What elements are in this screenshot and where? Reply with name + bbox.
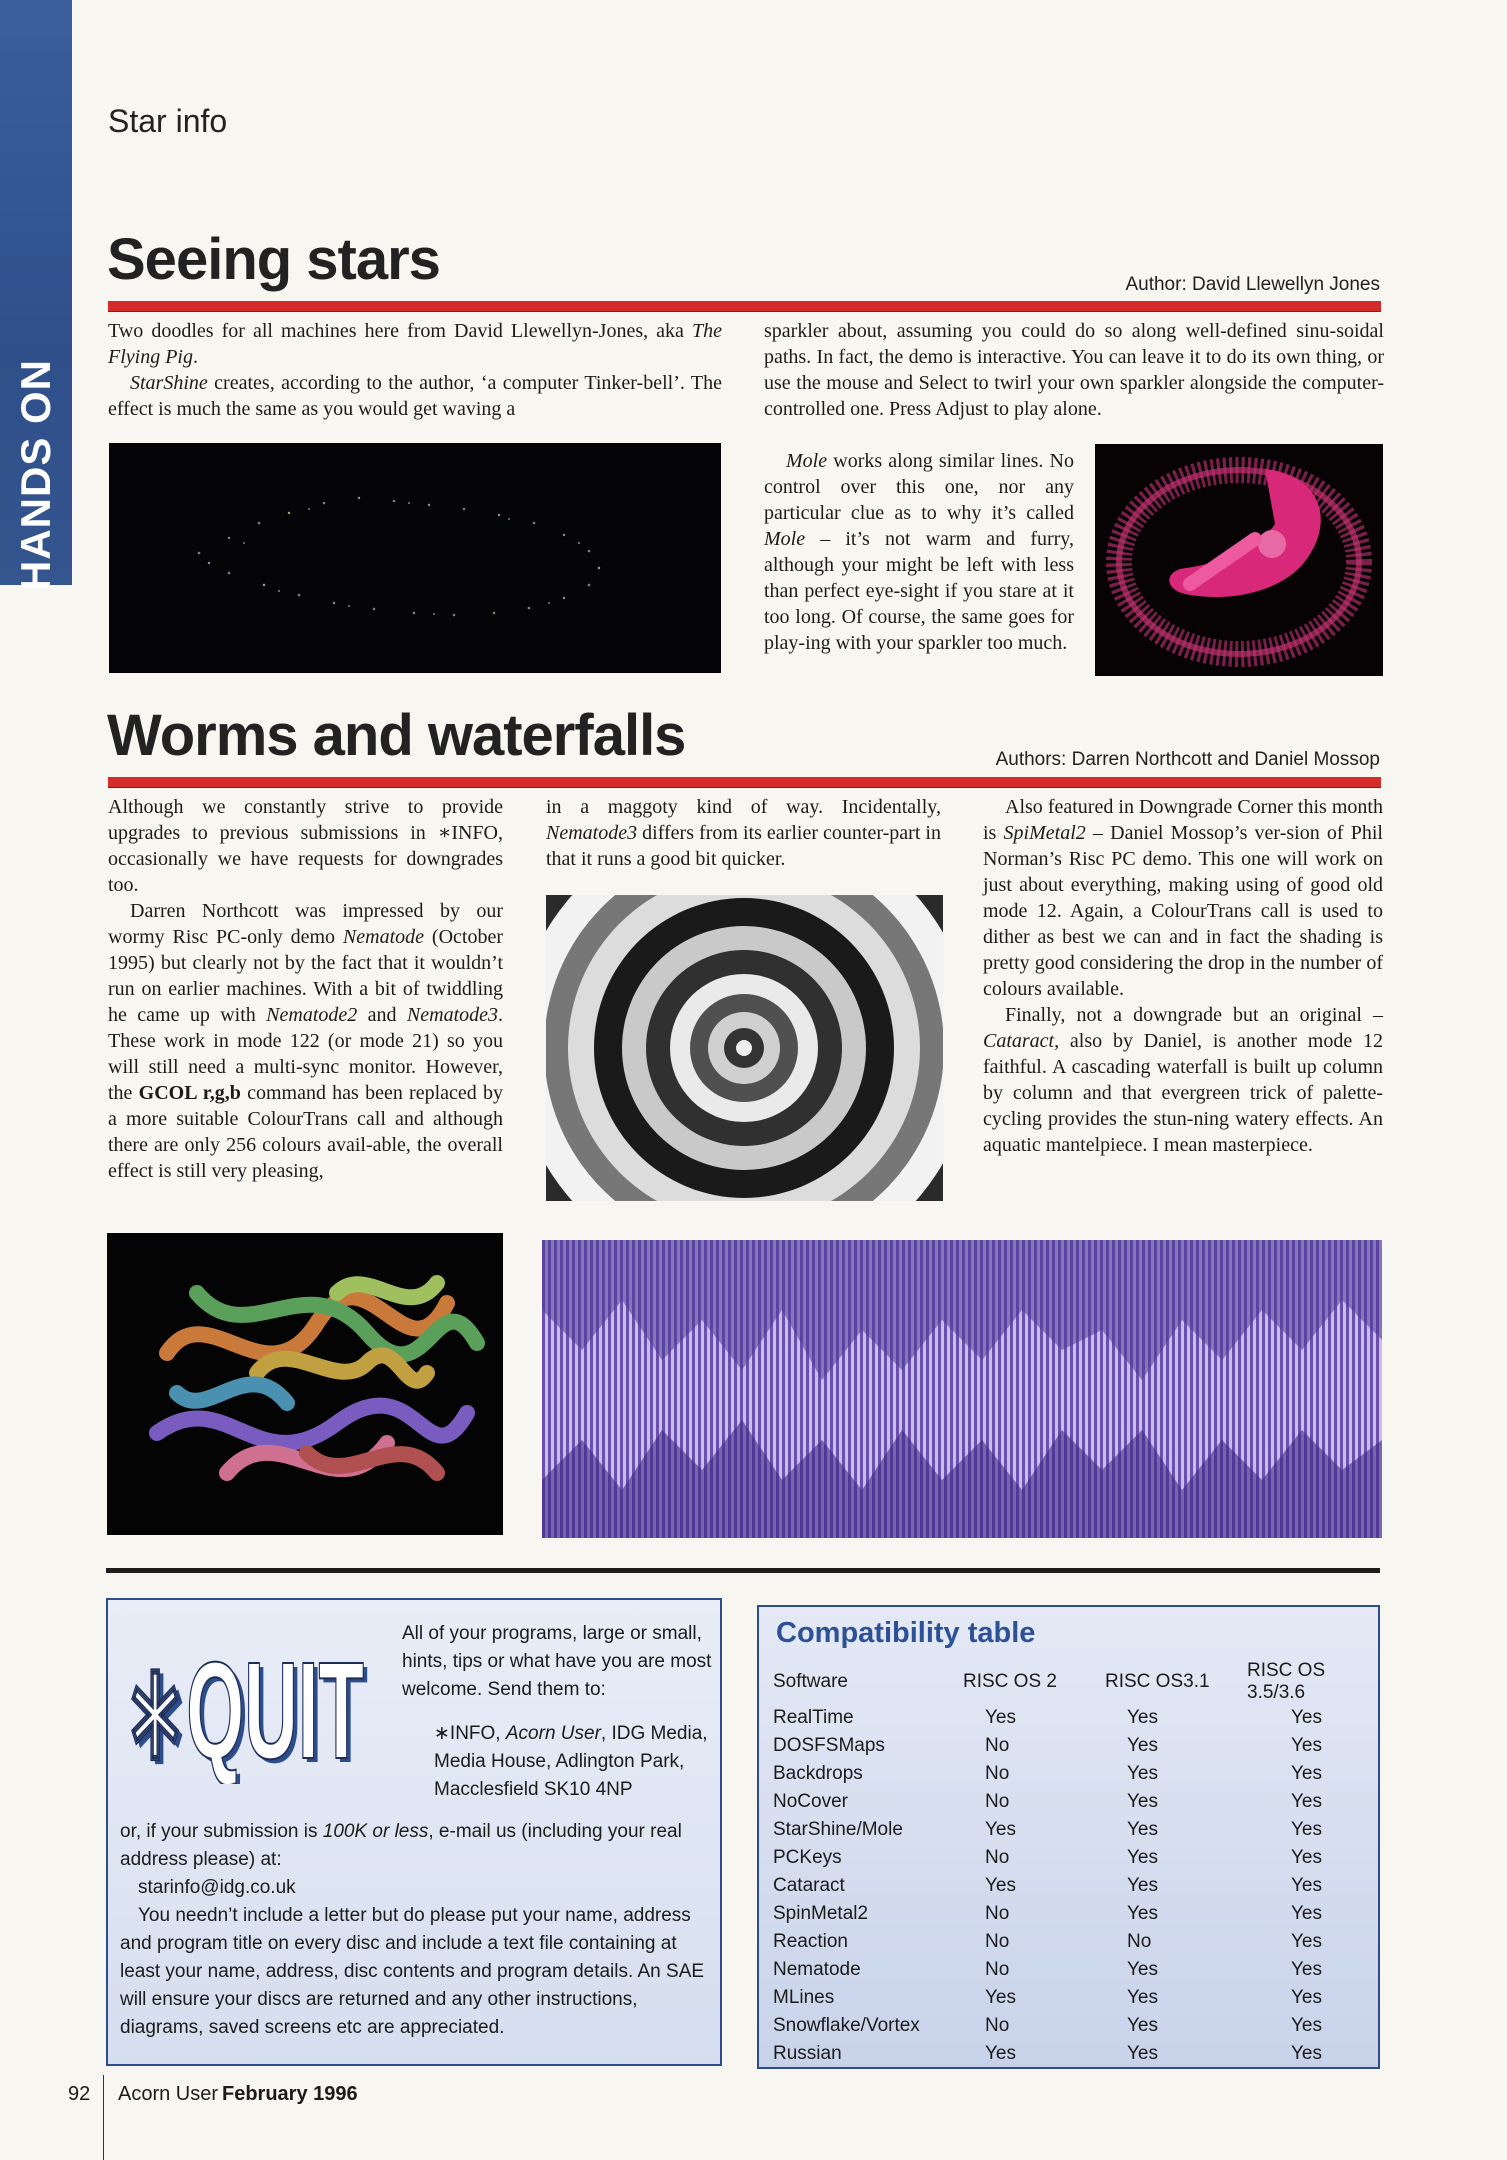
software-name-cell: DOSFSMaps (773, 1735, 885, 1756)
compatibility-cell: Yes (1127, 2043, 1158, 2064)
table-row (773, 1984, 1377, 2012)
software-name-cell: SpinMetal2 (773, 1903, 869, 1924)
compatibility-cell: Yes (1291, 1819, 1322, 1840)
compatibility-table-box (757, 1605, 1380, 2069)
table-row (773, 1872, 1377, 1900)
software-name-cell: Cataract (773, 1875, 845, 1896)
compatibility-cell: No (985, 1931, 1010, 1952)
spinmetal-rings-screenshot (546, 895, 943, 1201)
compatibility-cell: No (1127, 1931, 1152, 1952)
svg-text:∗QUIT: ∗QUIT (128, 1638, 368, 1784)
compatibility-cell: Yes (985, 1819, 1016, 1840)
compatibility-cell: Yes (1291, 1763, 1322, 1784)
starshine-screenshot (109, 443, 721, 673)
compatibility-cell: Yes (1127, 1735, 1158, 1756)
paragraph: Mole works along similar lines. No control over this one, nor any particular clue as to why it’s called Mole – it’s not warm and furry, although your might be left with less than perfect eye-sight if you stare at it too long. Of course, the same goes for play-ing with your sparkler too much. (764, 450, 1074, 654)
article-author: Author: David Llewellyn Jones (1125, 274, 1380, 295)
software-name-cell: Russian (773, 2043, 842, 2064)
compatibility-cell: Yes (1127, 1959, 1158, 1980)
quit-submission-box (106, 1598, 722, 2066)
compatibility-cell: Yes (985, 1875, 1016, 1896)
column-header: Software (773, 1671, 848, 1692)
software-name-cell: Snowflake/Vortex (773, 2015, 920, 2036)
mole-screenshot (1095, 444, 1383, 676)
article-title-worms-and-waterfalls: Worms and waterfalls (107, 703, 686, 768)
paragraph: StarShine creates, according to the author, ‘a computer Tinker-bell’. The effect is much the same as you would get waving a (108, 372, 722, 420)
compatibility-cell: Yes (985, 1707, 1016, 1728)
paragraph: or, if your submission is 100K or less, e-mail us (including your real address please) at: (120, 1821, 682, 1870)
magazine-name: Acorn User (118, 2083, 219, 2105)
column-header: RISC OS 3.5/3.6 (1247, 1660, 1326, 1703)
quit-logo (122, 1634, 374, 1784)
email-address[interactable]: starinfo@idg.co.uk (138, 1877, 296, 1898)
paragraph: Darren Northcott was impressed by our wormy Risc PC-only demo Nematode (October 1995) but clearly not by the fact that it wouldn’t run on earlier machines. With a bit of twiddling he came up with Nematode2 and Nematode3. These work in mode 122 (or mode 21) so you will still need a multi-sync monitor. However, the GCOL r,g,b command has been replaced by a more suitable ColourTrans call and although there are only 256 colours avail-able, the overall effect is still very pleasing, (108, 900, 503, 1182)
table-row (773, 2040, 1377, 2068)
compatibility-cell: No (985, 1903, 1010, 1924)
page-number: 92 (68, 2083, 91, 2105)
article-author: Authors: Darren Northcott and Daniel Mossop (995, 749, 1380, 770)
column-header: RISC OS3.1 (1105, 1671, 1210, 1692)
title-rule (108, 301, 1381, 312)
table-row (773, 1844, 1377, 1872)
compatibility-cell: Yes (985, 2043, 1016, 2064)
compatibility-cell: No (985, 2015, 1010, 2036)
side-tab-label: HANDS ON (12, 358, 59, 592)
article-column (764, 448, 1074, 656)
paragraph: Also featured in Downgrade Corner this month is SpiMetal2 – Daniel Mossop’s ver-sion of Phil Norman’s Risc PC demo. This one will work on just about everything, making using of good old mode 12. Again, a ColourTrans call is used to dither as best we can and in fact the shading is pretty good considering the drop in the number of colours available. (983, 796, 1383, 1000)
compatibility-cell: Yes (1291, 1987, 1322, 2008)
quit-intro-text: All of your programs, large or small, hints, tips or what have you are most welcome. Send them to: (402, 1623, 712, 1700)
postal-address: ∗INFO, Acorn User, IDG Media, Media House, Adlington Park, Macclesfield SK10 4NP (434, 1723, 708, 1800)
section-side-tab (0, 0, 72, 592)
compatibility-cell: Yes (1291, 2015, 1322, 2036)
compatibility-table (773, 1660, 1377, 2068)
compatibility-cell: Yes (1291, 1903, 1322, 1924)
compatibility-cell: Yes (1291, 1931, 1322, 1952)
nematode-worms-screenshot (107, 1233, 503, 1535)
paragraph: in a maggoty kind of way. Incidentally, Nematode3 differs from its earlier counter-part in that it runs a good bit quicker. (546, 796, 941, 870)
compatibility-cell: Yes (1291, 1707, 1322, 1728)
issue-date: February 1996 (222, 2083, 358, 2105)
paragraph: sparkler about, assuming you could do so along well-defined sinu-soidal paths. In fact, the demo is interactive. You can leave it to do its own thing, or use the mouse and Select to twirl your own sparkler alongside the computer-controlled one. Press Adjust to play alone. (764, 320, 1384, 420)
compatibility-cell: No (985, 1791, 1010, 1812)
paragraph: Finally, not a downgrade but an original – Cataract, also by Daniel, is another mode 12 faithful. A cascading waterfall is built up column by column and that evergreen trick of palette-cycling provides the stun-ning watery effects. An aquatic mantelpiece. I mean masterpiece. (983, 1004, 1383, 1156)
compatibility-cell: Yes (1127, 1987, 1158, 2008)
software-name-cell: Reaction (773, 1931, 848, 1952)
quit-instructions (120, 1818, 710, 2042)
compatibility-cell: Yes (985, 1987, 1016, 2008)
compatibility-cell: Yes (1127, 2015, 1158, 2036)
article-title-seeing-stars: Seeing stars (107, 227, 440, 292)
compatibility-cell: Yes (1291, 1875, 1322, 1896)
paragraph: You needn’t include a letter but do please put your name, address and program title on every disc and include a text file containing at least your name, address, disc contents and program details. An SAE will ensure your discs are returned and any other instructions, diagrams, saved screens etc are appreciated. (120, 1905, 705, 2038)
table-row (773, 1704, 1377, 1732)
paragraph: Although we constantly strive to provide upgrades to previous submissions in ∗INFO, occasionally we have requests for downgrades too. (108, 796, 503, 896)
software-name-cell: NoCover (773, 1791, 848, 1812)
software-name-cell: MLines (773, 1987, 835, 2008)
compatibility-cell: Yes (1127, 1875, 1158, 1896)
article-column (108, 318, 722, 422)
software-name-cell: RealTime (773, 1707, 854, 1728)
compatibility-cell: Yes (1291, 2043, 1322, 2064)
title-rule (108, 777, 1381, 788)
compatibility-cell: No (985, 1763, 1010, 1784)
footer-rule (103, 2075, 104, 2160)
compatibility-cell: Yes (1291, 1735, 1322, 1756)
column-header: RISC OS 2 (963, 1671, 1057, 1692)
compatibility-cell: Yes (1127, 1707, 1158, 1728)
software-name-cell: StarShine/Mole (773, 1819, 903, 1840)
compatibility-cell: Yes (1127, 1847, 1158, 1868)
compatibility-cell: No (985, 1735, 1010, 1756)
compatibility-cell: Yes (1291, 1959, 1322, 1980)
table-row (773, 1900, 1377, 1928)
software-name-cell: Backdrops (773, 1763, 863, 1784)
section-divider (106, 1568, 1380, 1573)
compatibility-cell: Yes (1127, 1791, 1158, 1812)
paragraph: Two doodles for all machines here from David Llewellyn-Jones, aka The Flying Pig. (108, 320, 722, 368)
compatibility-cell: Yes (1127, 1763, 1158, 1784)
compatibility-cell: Yes (1127, 1819, 1158, 1840)
table-row (773, 1816, 1377, 1844)
article-column (108, 794, 503, 1184)
section-label: Star info (108, 103, 228, 139)
article-column (546, 794, 941, 872)
software-name-cell: PCKeys (773, 1847, 842, 1868)
table-header-row (773, 1660, 1377, 1704)
compatibility-cell: No (985, 1847, 1010, 1868)
compatibility-cell: Yes (1127, 1903, 1158, 1924)
compatibility-cell: No (985, 1959, 1010, 1980)
compatibility-cell: Yes (1291, 1791, 1322, 1812)
compatibility-cell: Yes (1291, 1847, 1322, 1868)
table-row (773, 1788, 1377, 1816)
cataract-waterfall-screenshot (542, 1240, 1382, 1538)
table-row (773, 1928, 1377, 1956)
table-row (773, 1732, 1377, 1760)
article-column (983, 794, 1383, 1158)
svg-text:∗QUIT: ∗QUIT (124, 1634, 364, 1784)
software-name-cell: Nematode (773, 1959, 861, 1980)
table-row (773, 1956, 1377, 1984)
compatibility-table-title: Compatibility table (776, 1617, 1036, 1649)
article-column (764, 318, 1384, 422)
table-row (773, 2012, 1377, 2040)
table-row (773, 1760, 1377, 1788)
